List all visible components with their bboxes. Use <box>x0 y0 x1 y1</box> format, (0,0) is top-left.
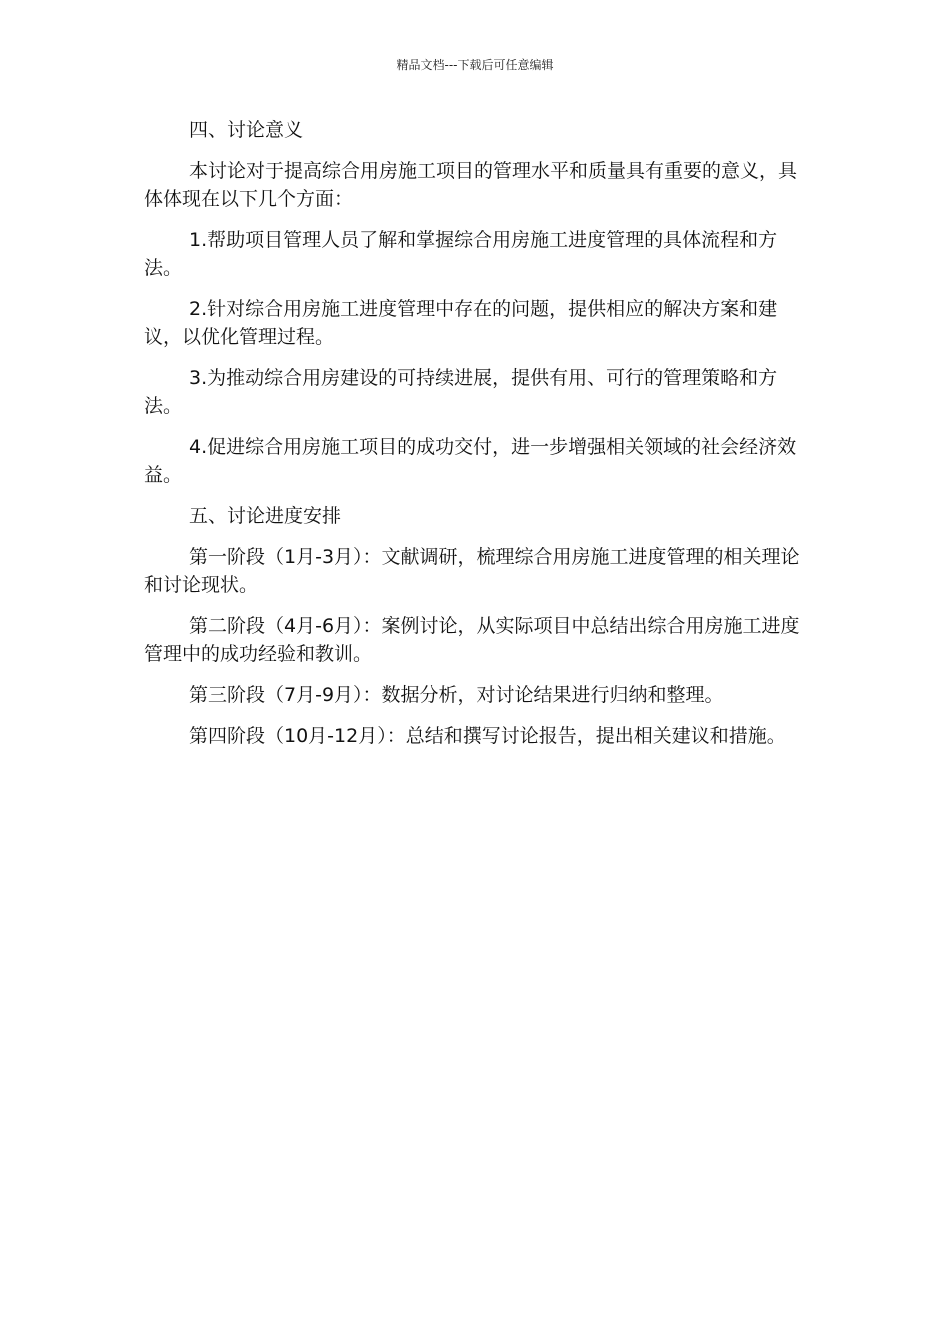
list-item-4: 4.促进综合用房施工项目的成功交付，进一步增强相关领域的社会经济效益。 <box>144 436 797 486</box>
paragraph-significance-intro: 本讨论对于提高综合用房施工项目的管理水平和质量具有重要的意义，具体体现在以下几个方面： <box>144 160 798 210</box>
list-item-3: 3.为推动综合用房建设的可持续进展，提供有用、可行的管理策略和方法。 <box>144 367 778 417</box>
list-item-1: 1.帮助项目管理人员了解和掌握综合用房施工进度管理的具体流程和方法。 <box>144 229 778 279</box>
schedule-stage-2: 第二阶段（4月-6月）：案例讨论，从实际项目中总结出综合用房施工进度管理中的成功经验和教训。 <box>144 615 800 665</box>
schedule-stage-4: 第四阶段（10月-12月）：总结和撰写讨论报告，提出相关建议和措施。 <box>189 725 786 747</box>
schedule-stage-1: 第一阶段（1月-3月）：文献调研，梳理综合用房施工进度管理的相关理论和讨论现状。 <box>144 546 800 596</box>
schedule-stage-3: 第三阶段（7月-9月）：数据分析，对讨论结果进行归纳和整理。 <box>189 684 724 706</box>
section-heading-significance: 四、讨论意义 <box>189 119 304 141</box>
document-body <box>144 116 800 763</box>
list-item-2: 2.针对综合用房施工进度管理中存在的问题，提供相应的解决方案和建议，以优化管理过程。 <box>144 298 778 348</box>
section-heading-schedule: 五、讨论进度安排 <box>189 505 342 527</box>
page-header: 精品文档---下载后可任意编辑 <box>396 58 554 72</box>
